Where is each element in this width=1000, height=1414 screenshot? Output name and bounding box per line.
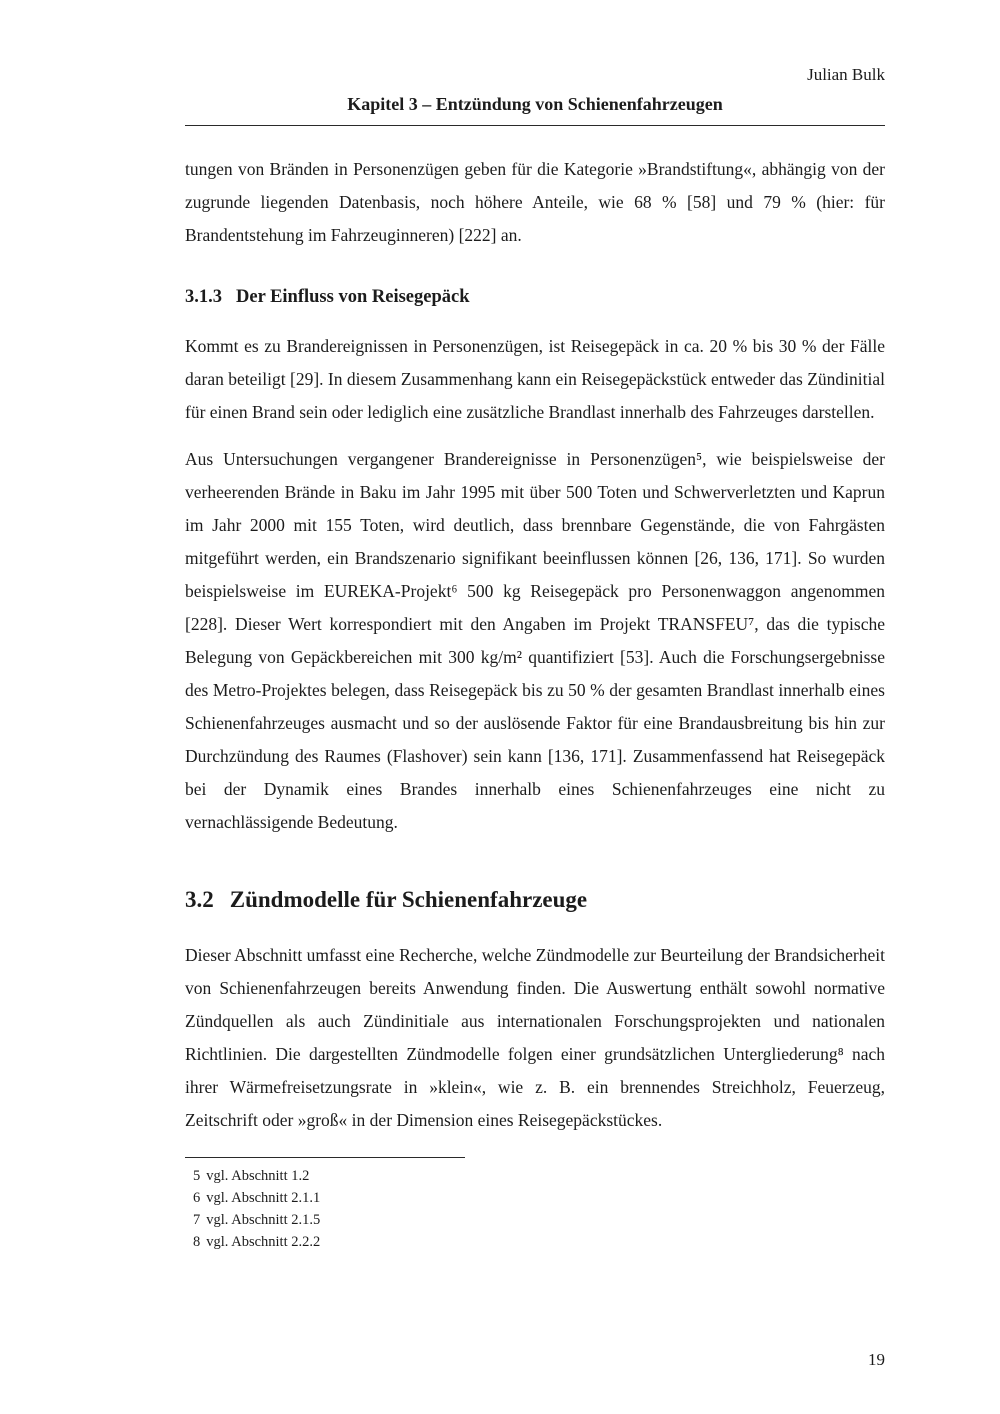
footnote-marker: 5: [193, 1168, 201, 1184]
page-number: 19: [868, 1350, 885, 1369]
section-number: 3.2: [185, 887, 214, 912]
running-head: [185, 0, 885, 126]
section-heading-3-2: [185, 885, 885, 915]
footnotes-block: [185, 1157, 885, 1253]
footnote: [185, 1209, 885, 1231]
footnote: [185, 1165, 885, 1187]
section-heading-3-1-3: [185, 284, 885, 310]
footnote-text: vgl. Abschnitt 2.1.5: [206, 1212, 321, 1228]
text-block: [185, 0, 885, 1253]
body-copy: [185, 153, 885, 1253]
footnote-text: vgl. Abschnitt 2.1.1: [206, 1190, 321, 1206]
section-title: Zündmodelle für Schienenfahrzeuge: [229, 887, 588, 912]
footnote-text: vgl. Abschnitt 2.2.2: [206, 1234, 321, 1250]
footnote: [185, 1187, 885, 1209]
footnote-marker: 6: [193, 1190, 201, 1206]
chapter-header: Kapitel 3 – Entzündung von Schienenfahrzeugen: [185, 92, 885, 126]
footnote-marker: 7: [193, 1212, 201, 1228]
paragraph: Dieser Abschnitt umfasst eine Recherche, welche Zündmodelle zur Beurteilung der Brandsicherheit von Schienenfahrzeugen bereits Anwendung finden. Die Auswertung enthält sowohl normative Zündquellen als auch Zündinitiale aus internationalen Forschungsprojekten und nationalen Richtlinien. Die dargestellten Zündmodelle folgen einer grundsätzlichen Untergliederung⁸ nach ihrer Wärmefreisetzungsrate in »klein«, wie z. B. ein brennendes Streichholz, Feuerzeug, Zeitschrift oder »groß« in der Dimension eines Reisegepäckstückes.: [185, 945, 885, 1130]
footnote-marker: 8: [193, 1234, 201, 1250]
footnote: [185, 1231, 885, 1253]
footnote-separator-rule: [185, 1157, 465, 1158]
paragraph: Aus Untersuchungen vergangener Brandereignisse in Personenzügen⁵, wie beispielsweise der verheerenden Brände in Baku im Jahr 1995 mit über 500 Toten und Schwerverletzten und Kaprun im Jahr 2000 mit 155 Toten, wird deutlich, dass brennbare Gegenstände, die von Fahrgästen mitgeführt werden, ein Brandszenario signifikant beeinflussen können [26, 136, 171]. So wurden beispielsweise im EUREKA-Projekt⁶ 500 kg Reisegepäck pro Personenwaggon angenommen [228]. Dieser Wert korrespondiert mit den Angaben im Projekt TRANSFEU⁷, das die typische Belegung von Gepäckbereichen mit 300 kg/m² quantifiziert [53]. Auch die Forschungsergebnisse des Metro-Projektes belegen, dass Reisegepäck bis zu 50 % der gesamten Brandlast innerhalb eines Schienenfahrzeuges ausmacht und so der auslösende Faktor für eine Brandausbreitung bis hin zur Durchzündung des Raumes (Flashover) sein kann [136, 171]. Zusammenfassend hat Reisegepäck bei der Dynamik eines Brandes innerhalb eines Schienenfahrzeuges eine nicht zu vernachlässigende Bedeutung.: [185, 449, 885, 832]
continuation-paragraph: tungen von Bränden in Personenzügen geben für die Kategorie »Brandstiftung«, abhängig von der zugrunde liegenden Datenbasis, noch höhere Anteile, wie 68 % [58] und 79 % (hier: für Brandentstehung im Fahrzeuginneren) [222] an.: [185, 159, 885, 245]
section-number: 3.1.3: [185, 287, 222, 307]
section-title: Der Einfluss von Reisegepäck: [236, 287, 470, 307]
paragraph: Kommt es zu Brandereignissen in Personenzügen, ist Reisegepäck in ca. 20 % bis 30 % der Fälle daran beteiligt [29]. In diesem Zusammenhang kann ein Reisegepäckstück entweder das Zündinitial für einen Brand sein oder lediglich eine zusätzliche Brandlast innerhalb des Fahrzeuges darstellen.: [185, 336, 885, 422]
author-header: Julian Bulk: [807, 65, 885, 84]
footnote-text: vgl. Abschnitt 1.2: [206, 1168, 310, 1184]
